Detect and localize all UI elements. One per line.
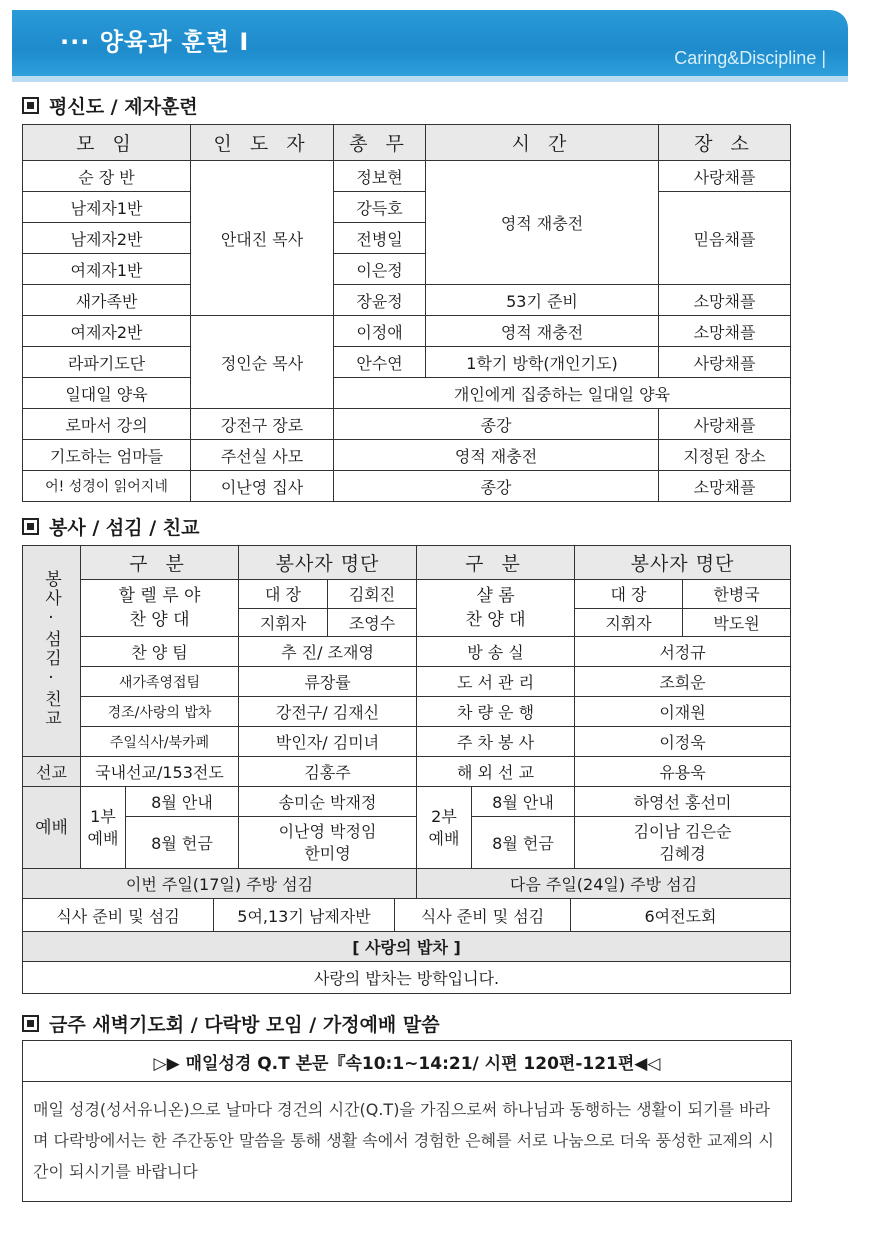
leader-cell: 안대진 목사 [191, 161, 334, 316]
place-cell: 사랑채플 [659, 347, 791, 378]
col-header-place: 장 소 [659, 125, 791, 161]
manager-cell: 정보현 [334, 161, 426, 192]
worship-first-offering: 이난영 박정임 한미영 [239, 817, 417, 869]
manager-cell: 강득호 [334, 192, 426, 223]
qt-box [22, 1040, 792, 1202]
col-header-volunteers: 봉사자 명단 [239, 546, 417, 580]
meal-this: 5여,13기 남제자반 [214, 899, 395, 931]
kitchen-next-week: 다음 주일(24일) 주방 섬김 [417, 869, 791, 899]
choir-hallelujah: 할 렐 루 야 찬 양 대 [81, 580, 239, 637]
service-side-label: 봉사·섬김·친교 [23, 546, 81, 757]
section-title-service: 봉사 / 섬김 / 친교 [22, 513, 199, 540]
service-volunteer: 서정규 [575, 637, 791, 667]
manager-cell: 장윤정 [334, 285, 426, 316]
header-banner [12, 10, 848, 82]
group-cell: 여제자2반 [23, 316, 191, 347]
service-volunteer: 추 진/ 조재영 [239, 637, 417, 667]
group-cell: 여제자1반 [23, 254, 191, 285]
service-volunteer: 이재원 [575, 697, 791, 727]
worship-offering-label: 8월 헌금 [472, 817, 575, 869]
merged-cell: 영적 재충전 [334, 440, 659, 471]
choir-shalom-roles: 대 장 한병국 지휘자 박도원 [575, 580, 791, 637]
love-bus-title: [ 사랑의 밥차 ] [23, 932, 791, 962]
col-header-manager: 총 무 [334, 125, 426, 161]
place-cell: 소망채플 [659, 316, 791, 347]
square-bullet-icon [22, 1015, 39, 1032]
service-category: 차 량 운 행 [417, 697, 575, 727]
time-cell: 1학기 방학(개인기도) [426, 347, 659, 378]
choir-hallelujah-roles: 대 장 김회진 지휘자 조영수 [239, 580, 417, 637]
group-cell: 라파기도단 [23, 347, 191, 378]
col-header-leader: 인 도 자 [191, 125, 334, 161]
group-cell: 남제자1반 [23, 192, 191, 223]
worship-guide-label: 8월 안내 [472, 787, 575, 817]
service-table [22, 545, 791, 994]
worship-offering-label: 8월 헌금 [126, 817, 239, 869]
service-volunteer: 강전구/ 김재신 [239, 697, 417, 727]
leader-cell: 정인순 목사 [191, 316, 334, 409]
choir-shalom: 샬 롬 찬 양 대 [417, 580, 575, 637]
service-category: 새가족영접팀 [81, 667, 239, 697]
service-volunteer: 유용욱 [575, 757, 791, 787]
service-category: 주 차 봉 사 [417, 727, 575, 757]
banner-subtitle: Caring&Discipline | [674, 48, 826, 68]
time-cell: 영적 재충전 [426, 316, 659, 347]
service-volunteer: 조희운 [575, 667, 791, 697]
square-bullet-icon [22, 518, 39, 535]
place-cell: 사랑채플 [659, 161, 791, 192]
service-category: 경조/사랑의 밥차 [81, 697, 239, 727]
kitchen-this-week: 이번 주일(17일) 주방 섬김 [23, 869, 417, 899]
leader-cell: 이난영 집사 [191, 471, 334, 502]
place-cell: 사랑채플 [659, 409, 791, 440]
service-volunteer: 이정욱 [575, 727, 791, 757]
qt-title: ▷▶ 매일성경 Q.T 본문『속10:1~14:21/ 시편 120편-121편◀◁ [23, 1041, 791, 1082]
place-cell: 소망채플 [659, 285, 791, 316]
section-title-training: 평신도 / 제자훈련 [22, 92, 198, 119]
worship-first-guide: 송미순 박재정 [239, 787, 417, 817]
service-category: 찬 양 팀 [81, 637, 239, 667]
worship-label: 예배 [23, 787, 81, 869]
group-cell: 기도하는 엄마들 [23, 440, 191, 471]
group-cell: 일대일 양육 [23, 378, 191, 409]
manager-cell: 안수연 [334, 347, 426, 378]
service-volunteer: 김홍주 [239, 757, 417, 787]
mission-label: 선교 [23, 757, 81, 787]
worship-first: 1부 예배 [81, 787, 126, 869]
banner-title: ··· 양육과 훈련 I [60, 28, 250, 56]
manager-cell: 이은정 [334, 254, 426, 285]
qt-text: 매일 성경(성서유니온)으로 날마다 경건의 시간(Q.T)을 가짐으로써 하나님과 동행하는 생활이 되기를 바라며 다락방에서는 한 주간동안 말씀을 통해 생활 속에서 경험한 은혜를 서로 나눔으로 더욱 풍성한 교제의 시간이 되시기를 바랍니다 [33, 1100, 774, 1181]
meal-label: 식사 준비 및 섬김 [395, 899, 571, 931]
service-category: 방 송 실 [417, 637, 575, 667]
group-cell: 순 장 반 [23, 161, 191, 192]
time-cell: 53기 준비 [426, 285, 659, 316]
col-header-category: 구 분 [81, 546, 239, 580]
love-bus-text: 사랑의 밥차는 방학입니다. [23, 962, 791, 994]
training-table [22, 124, 791, 502]
service-category: 주일식사/북카페 [81, 727, 239, 757]
place-cell: 지정된 장소 [659, 440, 791, 471]
service-volunteer: 류장률 [239, 667, 417, 697]
leader-cell: 강전구 장로 [191, 409, 334, 440]
place-cell: 믿음채플 [659, 192, 791, 285]
worship-second: 2부 예배 [417, 787, 472, 869]
service-category: 국내선교/153전도 [81, 757, 239, 787]
col-header-volunteers: 봉사자 명단 [575, 546, 791, 580]
place-cell: 소망채플 [659, 471, 791, 502]
col-header-category: 구 분 [417, 546, 575, 580]
meal-row [23, 899, 791, 932]
time-cell: 영적 재충전 [426, 161, 659, 285]
section-title-devotion: 금주 새벽기도회 / 다락방 모임 / 가정예배 말씀 [22, 1010, 440, 1037]
col-header-group: 모 임 [23, 125, 191, 161]
merged-cell: 개인에게 집중하는 일대일 양육 [334, 378, 791, 409]
leader-cell: 주선실 사모 [191, 440, 334, 471]
square-bullet-icon [22, 97, 39, 114]
merged-cell: 종강 [334, 471, 659, 502]
group-cell: 새가족반 [23, 285, 191, 316]
meal-label: 식사 준비 및 섬김 [23, 899, 214, 931]
service-category: 도 서 관 리 [417, 667, 575, 697]
meal-next: 6여전도회 [644, 906, 717, 926]
manager-cell: 이정애 [334, 316, 426, 347]
group-cell: 로마서 강의 [23, 409, 191, 440]
col-header-time: 시 간 [426, 125, 659, 161]
service-volunteer: 박인자/ 김미녀 [239, 727, 417, 757]
group-cell: 남제자2반 [23, 223, 191, 254]
group-cell: 어! 성경이 읽어지네 [23, 471, 191, 502]
service-category: 해 외 선 교 [417, 757, 575, 787]
worship-second-offering: 김이남 김은순 김혜경 [575, 817, 791, 869]
merged-cell: 종강 [334, 409, 659, 440]
manager-cell: 전병일 [334, 223, 426, 254]
worship-second-guide: 하영선 홍선미 [575, 787, 791, 817]
worship-guide-label: 8월 안내 [126, 787, 239, 817]
